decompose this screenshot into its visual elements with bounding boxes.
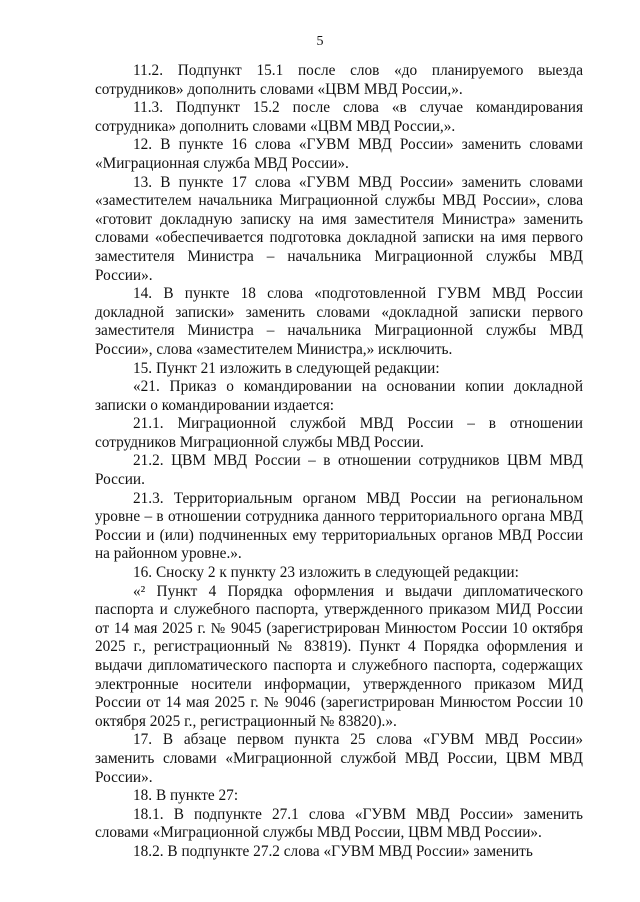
paragraph-17: 17. В абзаце первом пункта 25 слова «ГУВМ МВД России» заменить словами «Миграционной службой МВД России, ЦВМ МВД России». [95, 731, 583, 786]
paragraph-11-3: 11.3. Подпункт 15.2 после слова «в случае командирования сотрудника» дополнить словами «ЦВМ МВД России,». [95, 99, 583, 135]
paragraph-11-2: 11.2. Подпункт 15.1 после слов «до планируемого выезда сотрудников» дополнить словами «ЦВМ МВД России,». [95, 62, 583, 98]
paragraph-18: 18. В пункте 27: [133, 787, 239, 805]
paragraph-21-2: 21.2. ЦВМ МВД России – в отношении сотрудников ЦВМ МВД России. [95, 452, 583, 489]
paragraph-18-1: 18.1. В подпункте 27.1 слова «ГУВМ МВД России» заменить словами «Миграционной службы МВД России, ЦВМ МВД России». [95, 805, 583, 842]
page-number: 5 [316, 34, 324, 49]
paragraph-16: 16. Сноску 2 к пункту 23 изложить в следующей редакции: [133, 564, 519, 582]
paragraph-15: 15. Пункт 21 изложить в следующей редакции: [133, 359, 440, 377]
paragraph-18-2: 18.2. В подпункте 27.2 слова «ГУВМ МВД России» заменить [133, 842, 533, 860]
paragraph-21-3: 21.3. Территориальным органом МВД России на региональном уровне – в отношении сотрудника данного территориального органа МВД России и (или) подчиненных ему территориальных органов МВД России на районном уровне.». [95, 489, 583, 563]
paragraph-21: «21. Приказ о командировании на основании копии докладной записки о командировании издается: [95, 378, 583, 414]
paragraph-footnote-2: «² Пункт 4 Порядка оформления и выдачи дипломатического паспорта и служебного паспорта, утвержденного приказом МИД России от 14 мая 2025 г. № 9045 (зарегистрирован Минюстом России 10 октября 2025 г., регистрационный № 83819). Пункт 4 Порядка оформления и выдачи дипломатического паспорта и служебного паспорта, содержащих электронные носители информации, утвержденного приказом МИД России от 14 мая 2025 г. № 9046 (зарегистрирован Минюстом России 10 октября 2025 г., регистрационный № 83820).». [95, 582, 583, 730]
paragraph-14: 14. В пункте 18 слова «подготовленной ГУВМ МВД России докладной записки» заменить словами «докладной записки первого заместителя Министра – начальника Миграционной службы МВД России», слова «заместителем Министра,» исключить. [95, 285, 583, 358]
paragraph-12: 12. В пункте 16 слова «ГУВМ МВД России» заменить словами «Миграционная служба МВД России». [95, 136, 583, 172]
document-body [95, 62, 583, 862]
paragraph-13: 13. В пункте 17 слова «ГУВМ МВД России» заменить словами «заместителем начальника Миграционной службы МВД России», слова «готовит докладную записку на имя заместителя Министра» заменить словами «обеспечивается подготовка докладной записки на имя первого заместителя Министра – начальника Миграционной службы МВД России». [95, 173, 583, 284]
paragraph-21-1: 21.1. Миграционной службой МВД России – в отношении сотрудников Миграционной службы МВД России. [95, 415, 583, 451]
